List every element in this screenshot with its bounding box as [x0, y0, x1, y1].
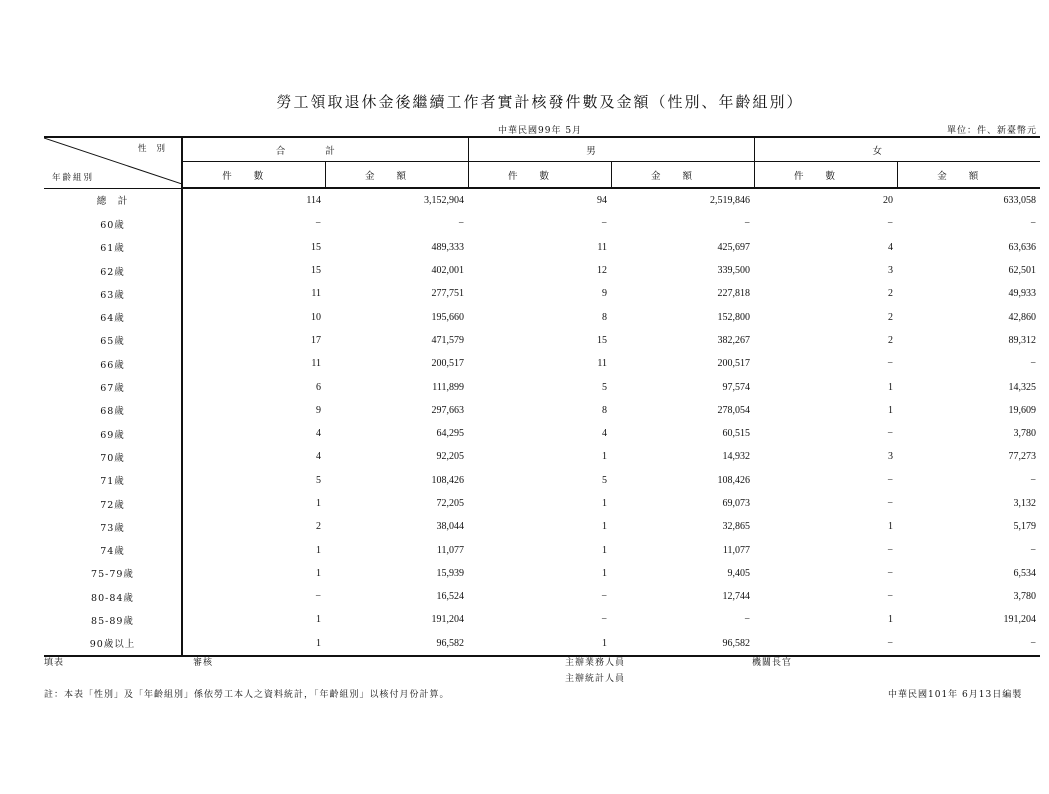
age-group-label: 66歲: [44, 352, 182, 375]
age-group-label: 64歲: [44, 305, 182, 328]
count-cell: −: [887, 358, 894, 370]
amount-cell: 72,205: [436, 498, 465, 509]
age-group-row: [44, 515, 1040, 538]
amount-header: 金額: [611, 162, 754, 189]
count-header: 件數: [754, 162, 897, 189]
amount-cell: 92,205: [436, 451, 465, 463]
amount-cell: −: [1030, 358, 1037, 370]
count-cell: 1: [888, 381, 894, 393]
footer-business-officer: 主辦業務人員: [565, 658, 626, 668]
age-group-label: 71歲: [44, 469, 182, 492]
amount-cell: 227,818: [717, 288, 751, 300]
count-cell: 9: [602, 288, 608, 300]
amount-cell: 191,204: [1003, 614, 1037, 626]
amount-cell: 64,295: [436, 428, 465, 440]
count-cell: 4: [602, 428, 608, 440]
amount-cell: 19,609: [1008, 404, 1037, 416]
corner-header: [44, 137, 182, 188]
age-group-label: 74歲: [44, 538, 182, 561]
age-group-label: 61歲: [44, 236, 182, 259]
amount-cell: 16,524: [436, 591, 465, 603]
age-group-label: 70歲: [44, 445, 182, 468]
amount-cell: 108,426: [717, 474, 751, 486]
age-group-row: [44, 538, 1040, 561]
total-row: [44, 188, 1040, 212]
count-cell: 11: [597, 358, 608, 370]
age-group-label: 68歲: [44, 399, 182, 422]
age-group-row: [44, 445, 1040, 468]
count-cell: −: [887, 567, 894, 579]
footer-stats-officer: 主辦統計人員: [565, 674, 626, 684]
count-cell: 1: [316, 544, 321, 556]
age-group-label: 90歲以上: [44, 632, 182, 656]
count-cell: −: [754, 632, 897, 656]
amount-cell: 49,933: [1008, 288, 1037, 300]
count-cell: 1: [602, 451, 608, 463]
count-cell: −: [887, 428, 894, 440]
group-male-header: 男: [468, 137, 754, 162]
count-cell: −: [601, 591, 608, 603]
footer-agency-head: 機關長官: [752, 658, 793, 668]
count-cell: −: [315, 218, 321, 230]
count-header: 件數: [182, 162, 325, 189]
amount-cell: 3,152,904: [424, 195, 465, 207]
footer-tabulate: 填表: [44, 658, 65, 668]
age-group-row: [44, 422, 1040, 445]
count-cell: 2: [316, 521, 321, 533]
count-cell: 5: [602, 381, 608, 393]
age-group-row: [44, 212, 1040, 235]
report-title: 勞工領取退休金後繼續工作者實計核發件數及金額（性別、年齡組別）: [276, 93, 804, 111]
amount-cell: 77,273: [1008, 451, 1037, 463]
count-cell: 3: [888, 451, 894, 463]
report-period: 中華民國99年 5月: [498, 126, 583, 136]
amount-cell: 3,132: [1013, 498, 1037, 509]
age-group-row: [44, 282, 1040, 305]
amount-cell: −: [1030, 474, 1037, 486]
count-cell: 11: [597, 241, 608, 253]
amount-cell: 63,636: [1008, 241, 1037, 253]
count-cell: 5: [316, 474, 321, 486]
amount-cell: 11,077: [722, 544, 751, 556]
count-cell: −: [887, 498, 894, 509]
amount-cell: 96,582: [325, 632, 468, 656]
count-cell: 10: [311, 311, 321, 323]
count-cell: 1: [316, 498, 321, 509]
age-group-row: [44, 608, 1040, 631]
corner-age-label: 年齡組別: [52, 172, 95, 183]
count-cell: 1: [602, 521, 608, 533]
amount-cell: 12,744: [722, 591, 751, 603]
header-row-measures: [44, 162, 1040, 189]
age-group-row: [44, 352, 1040, 375]
footer-compiled-date: 中華民國101年 6月13日編製: [888, 690, 1023, 700]
amount-cell: 191,204: [431, 614, 465, 626]
amount-cell: 152,800: [717, 311, 751, 323]
footer-review: 審核: [193, 658, 214, 668]
count-cell: 1: [602, 567, 608, 579]
count-cell: 3: [888, 265, 894, 277]
count-cell: 2: [888, 334, 894, 346]
count-cell: 1: [602, 498, 608, 509]
count-cell: 1: [888, 404, 894, 416]
count-cell: 1: [888, 521, 894, 533]
amount-cell: 471,579: [431, 334, 465, 346]
header-row-groups: [44, 137, 1040, 162]
group-total-header: 合計: [182, 137, 468, 162]
count-cell: 15: [311, 265, 321, 277]
amount-cell: 42,860: [1008, 311, 1037, 323]
amount-cell: 297,663: [431, 404, 465, 416]
amount-cell: 200,517: [431, 358, 465, 370]
count-cell: −: [887, 591, 894, 603]
count-cell: 15: [597, 334, 608, 346]
age-group-row: [44, 399, 1040, 422]
amount-header: 金額: [325, 162, 468, 189]
count-cell: 12: [597, 265, 608, 277]
count-cell: 6: [316, 381, 321, 393]
amount-cell: 108,426: [431, 474, 465, 486]
statistics-table: [44, 136, 1040, 657]
amount-cell: 5,179: [1013, 521, 1037, 533]
age-group-label: 75-79歲: [44, 562, 182, 585]
age-group-label: 73歲: [44, 515, 182, 538]
count-cell: 20: [883, 195, 894, 207]
amount-cell: 277,751: [431, 288, 465, 300]
count-cell: 11: [311, 288, 321, 300]
amount-cell: 38,044: [436, 521, 465, 533]
amount-cell: 15,939: [436, 567, 465, 579]
amount-cell: 32,865: [722, 521, 751, 533]
amount-cell: 2,519,846: [710, 195, 751, 207]
count-cell: 15: [311, 241, 321, 253]
count-cell: 17: [311, 334, 321, 346]
age-group-label: 80-84歲: [44, 585, 182, 608]
count-cell: −: [887, 474, 894, 486]
count-cell: 8: [602, 404, 608, 416]
count-cell: 1: [468, 632, 611, 656]
age-group-label: 62歲: [44, 259, 182, 282]
amount-cell: 195,660: [431, 311, 465, 323]
age-group-row: [44, 329, 1040, 352]
count-cell: 5: [602, 474, 608, 486]
age-group-label: 67歲: [44, 375, 182, 398]
amount-cell: 425,697: [717, 241, 751, 253]
amount-cell: 69,073: [722, 498, 751, 509]
amount-cell: 89,312: [1008, 334, 1037, 346]
age-group-label: 總 計: [44, 188, 182, 212]
age-group-row: [44, 375, 1040, 398]
age-group-row: [44, 492, 1040, 515]
amount-cell: 382,267: [717, 334, 751, 346]
amount-cell: 9,405: [727, 567, 751, 579]
count-cell: 9: [316, 404, 321, 416]
age-group-row: [44, 305, 1040, 328]
amount-cell: 633,058: [1003, 195, 1037, 207]
age-group-row: [44, 236, 1040, 259]
amount-cell: −: [1030, 218, 1037, 230]
amount-cell: −: [897, 632, 1040, 656]
amount-cell: 3,780: [1013, 428, 1037, 440]
amount-cell: −: [1030, 544, 1037, 556]
amount-cell: 402,001: [431, 265, 465, 277]
footer-note: 註：本表「性別」及「年齡組別」係依勞工本人之資料統計，「年齡組別」以核付月份計算。: [44, 690, 450, 700]
amount-cell: 6,534: [1013, 567, 1037, 579]
count-cell: 1: [316, 614, 321, 626]
count-cell: −: [601, 614, 608, 626]
age-group-label: 72歲: [44, 492, 182, 515]
count-cell: 2: [888, 311, 894, 323]
age-group-label: 85-89歲: [44, 608, 182, 631]
count-cell: 1: [888, 614, 894, 626]
amount-cell: 62,501: [1008, 265, 1037, 277]
age-group-row: [44, 562, 1040, 585]
count-cell: 4: [888, 241, 894, 253]
age-group-row: [44, 469, 1040, 492]
amount-cell: 97,574: [722, 381, 751, 393]
count-cell: −: [601, 218, 608, 230]
count-cell: 94: [597, 195, 608, 207]
amount-cell: 200,517: [717, 358, 751, 370]
age-group-row: [44, 585, 1040, 608]
age-group-row: [44, 259, 1040, 282]
amount-cell: 60,515: [722, 428, 751, 440]
group-female-header: 女: [754, 137, 1040, 162]
count-cell: 2: [888, 288, 894, 300]
amount-cell: 278,054: [717, 404, 751, 416]
amount-cell: 96,582: [611, 632, 754, 656]
count-cell: 114: [306, 195, 321, 207]
age-group-label: 65歲: [44, 329, 182, 352]
corner-sex-label: 性別: [137, 144, 175, 154]
amount-cell: 11,077: [436, 544, 465, 556]
unit-label: 單位：件、新臺幣元: [946, 126, 1037, 136]
amount-cell: 489,333: [431, 241, 465, 253]
count-cell: −: [887, 544, 894, 556]
count-cell: 1: [316, 567, 321, 579]
age-group-row: [44, 632, 1040, 656]
count-cell: 4: [316, 451, 321, 463]
count-cell: 4: [316, 428, 321, 440]
amount-cell: 14,325: [1008, 381, 1037, 393]
count-cell: 1: [182, 632, 325, 656]
age-group-label: 63歲: [44, 282, 182, 305]
amount-cell: 3,780: [1013, 591, 1037, 603]
amount-cell: 14,932: [722, 451, 751, 463]
amount-cell: 339,500: [717, 265, 751, 277]
count-cell: 8: [602, 311, 608, 323]
amount-cell: −: [458, 218, 465, 230]
count-header: 件數: [468, 162, 611, 189]
amount-cell: −: [744, 218, 751, 230]
amount-cell: 111,899: [432, 381, 465, 393]
count-cell: −: [315, 591, 321, 603]
amount-cell: −: [744, 614, 751, 626]
count-cell: 1: [602, 544, 608, 556]
count-cell: −: [887, 218, 894, 230]
age-group-label: 69歲: [44, 422, 182, 445]
count-cell: 11: [311, 358, 321, 370]
age-group-label: 60歲: [44, 212, 182, 235]
amount-header: 金額: [897, 162, 1040, 189]
